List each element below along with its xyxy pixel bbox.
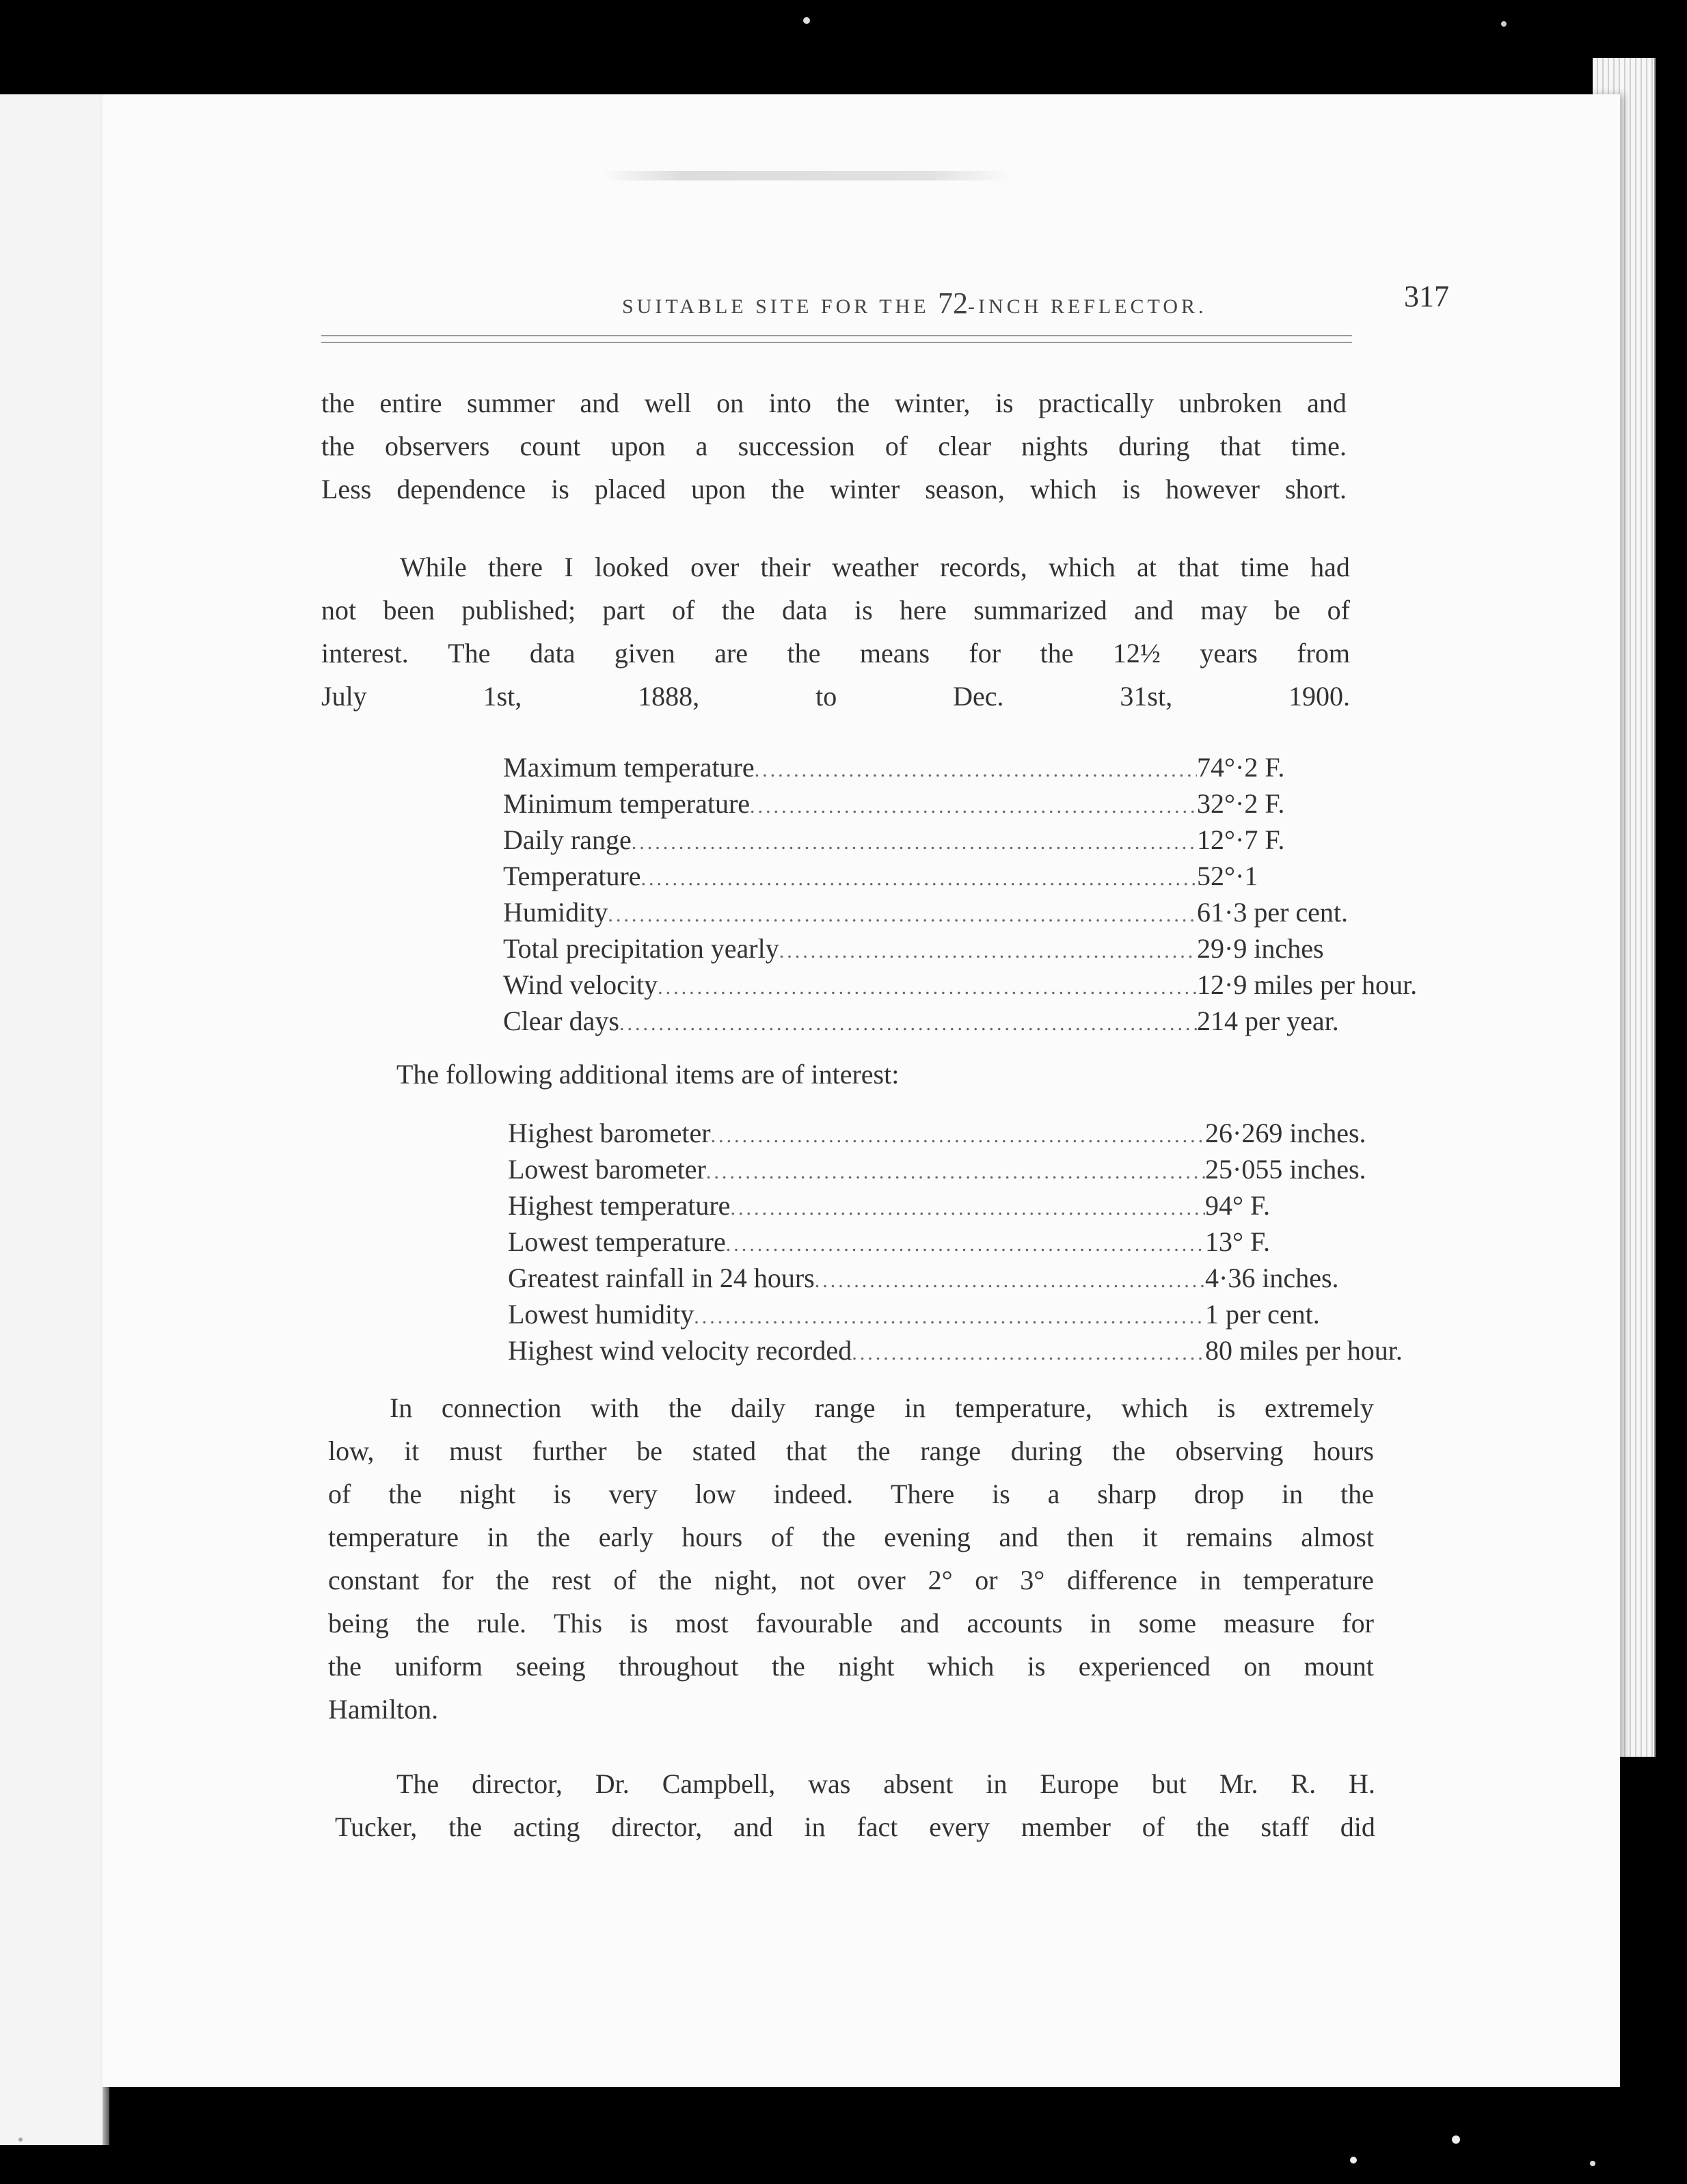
table-row <box>503 968 1474 1004</box>
row-value: 61·3 per cent. <box>1197 897 1349 928</box>
row-value: 214 per year. <box>1197 1006 1339 1036</box>
row-label: Daily range <box>503 824 632 855</box>
dot-leader <box>779 934 1197 968</box>
row-label: Lowest barometer <box>508 1154 706 1185</box>
row-label: Highest barometer <box>508 1118 711 1148</box>
additional-items-table <box>508 1116 1479 1370</box>
text-line: being the rule. This is most favourable and accounts in some measure for <box>328 1608 1374 1639</box>
text-line: interest. The data given are the means for the 12½ years from <box>321 638 1350 669</box>
row-value: 12·9 miles per hour. <box>1197 969 1418 1000</box>
dot-leader <box>641 862 1197 895</box>
means-table <box>503 751 1474 1040</box>
table-row <box>508 1189 1479 1225</box>
dot-leader <box>608 898 1197 932</box>
running-head <box>321 279 1463 320</box>
table-row <box>503 787 1474 823</box>
dot-leader <box>730 1191 1205 1225</box>
row-label: Humidity <box>503 897 608 928</box>
row-value: 12°·7 F. <box>1197 824 1285 855</box>
row-value: 25·055 inches. <box>1205 1154 1366 1185</box>
row-value: 4·36 inches. <box>1205 1263 1339 1293</box>
table-row <box>503 932 1474 968</box>
row-value: 74°·2 F. <box>1197 752 1285 783</box>
book-page <box>103 94 1620 2087</box>
table-row <box>508 1152 1479 1189</box>
dot-leader <box>711 1119 1205 1152</box>
row-value: 13° F. <box>1205 1226 1271 1257</box>
paragraph-4 <box>328 1386 1374 1731</box>
dot-leader <box>750 790 1197 823</box>
dot-leader <box>852 1336 1205 1370</box>
table-row <box>503 751 1474 787</box>
table-row <box>503 895 1474 932</box>
row-label: Temperature <box>503 861 641 891</box>
running-title-pre: SUITABLE SITE FOR THE <box>622 295 939 318</box>
text-line: Tucker, the acting director, and in fact every member of the staff did <box>335 1811 1375 1842</box>
paragraph-5 <box>335 1762 1375 1848</box>
page-number: 317 <box>1404 280 1449 313</box>
bleed-through-mark <box>602 171 1012 180</box>
row-label: Total precipitation yearly <box>503 933 779 964</box>
table-row <box>503 1004 1474 1040</box>
row-label: Highest temperature <box>508 1190 731 1221</box>
text-line: the uniform seeing throughout the night which is experienced on mount <box>328 1651 1374 1682</box>
text-line: July 1st, 1888, to Dec. 31st, 1900. <box>321 681 1350 712</box>
text-line: low, it must further be stated that the range during the observing hours <box>328 1435 1374 1466</box>
table-row <box>508 1261 1479 1297</box>
table-row <box>508 1297 1479 1334</box>
text-line: temperature in the early hours of the evening and then it remains almost <box>328 1522 1374 1552</box>
row-value: 26·269 inches. <box>1205 1118 1366 1148</box>
row-label: Lowest humidity <box>508 1299 694 1330</box>
row-value: 1 per cent. <box>1205 1299 1320 1330</box>
paragraph-1 <box>321 381 1347 511</box>
text-line: While there I looked over their weather records, which at that time had <box>400 552 1350 582</box>
row-value: 32°·2 F. <box>1197 788 1285 819</box>
dot-leader <box>726 1228 1205 1261</box>
row-label: Minimum temperature <box>503 788 751 819</box>
running-title <box>622 286 1207 321</box>
row-value: 94° F. <box>1205 1190 1271 1221</box>
text-line: The director, Dr. Campbell, was absent in Europe but Mr. R. H. <box>396 1768 1375 1799</box>
header-rule <box>321 335 1352 343</box>
text-line: of the night is very low indeed. There is a sharp drop in the <box>328 1479 1374 1509</box>
dot-leader <box>632 826 1197 859</box>
running-title-post: -INCH REFLECTOR. <box>968 295 1207 318</box>
text-line: Less dependence is placed upon the winter season, which is however short. <box>321 474 1347 504</box>
text-line: the observers count upon a succession of clear nights during that time. <box>321 431 1347 461</box>
paragraph-3: The following additional items are of interest: <box>396 1059 900 1090</box>
row-label: Maximum temperature <box>503 752 755 783</box>
paragraph-2 <box>321 545 1350 718</box>
left-facing-page <box>0 94 109 2145</box>
dot-leader <box>706 1155 1205 1189</box>
row-label: Greatest rainfall in 24 hours <box>508 1263 815 1293</box>
dot-leader <box>694 1300 1205 1334</box>
running-title-number: 72 <box>938 286 969 320</box>
row-label: Wind velocity <box>503 969 658 1000</box>
dot-leader <box>658 971 1197 1004</box>
text-line: not been published; part of the data is here summarized and may be of <box>321 595 1350 625</box>
dot-leader <box>815 1264 1205 1297</box>
text-line: Hamilton. <box>328 1694 439 1725</box>
row-label: Clear days <box>503 1006 619 1036</box>
row-value: 52°·1 <box>1197 861 1258 891</box>
table-row <box>508 1334 1479 1370</box>
text-line: the entire summer and well on into the winter, is practically unbroken and <box>321 388 1347 418</box>
table-row <box>503 859 1474 895</box>
table-row <box>503 823 1474 859</box>
table-row <box>508 1225 1479 1261</box>
row-value: 29·9 inches <box>1197 933 1324 964</box>
row-value: 80 miles per hour. <box>1205 1335 1403 1366</box>
text-line: constant for the rest of the night, not over 2° or 3° difference in temperature <box>328 1565 1374 1595</box>
dot-leader <box>619 1007 1197 1040</box>
table-row <box>508 1116 1479 1152</box>
text-line: In connection with the daily range in temperature, which is extremely <box>390 1392 1374 1423</box>
dot-leader <box>755 753 1197 787</box>
row-label: Highest wind velocity recorded <box>508 1335 852 1366</box>
row-label: Lowest temperature <box>508 1226 726 1257</box>
